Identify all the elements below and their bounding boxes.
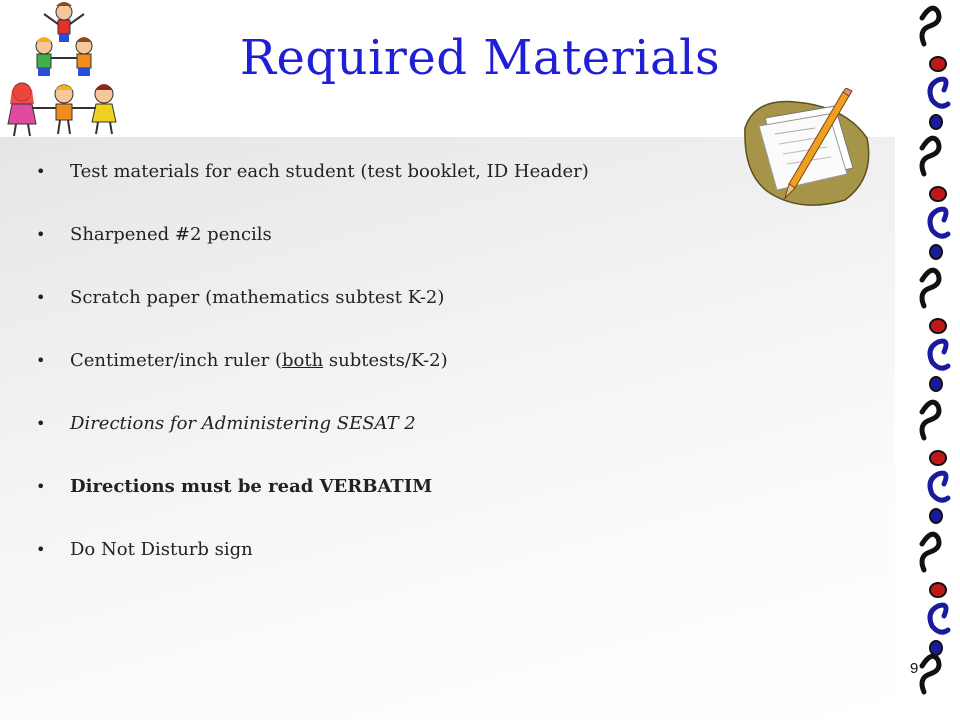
swirl-mark [930, 341, 948, 368]
bullet-dot: • [36, 225, 46, 244]
swirl-dot [930, 377, 942, 391]
swirl-dot [930, 583, 946, 597]
swirl-mark [922, 656, 939, 692]
list-item [36, 276, 589, 339]
list-item [36, 528, 589, 591]
swirl-dot [930, 641, 942, 655]
list-item-text [70, 350, 448, 371]
slide-title: Required Materials [239, 30, 721, 86]
swirl-mark [922, 8, 939, 44]
list-item [36, 465, 589, 528]
ruler-text-start: Centimeter/inch ruler ( [70, 350, 282, 371]
list-item-text: Sharpened #2 pencils [70, 224, 272, 245]
swirl-mark [922, 138, 939, 174]
list-item [36, 402, 589, 465]
list-item-text: Scratch paper (mathematics subtest K-2) [70, 287, 445, 308]
list-item [36, 339, 589, 402]
swirl-mark [930, 473, 948, 500]
page-number: 9 [910, 660, 919, 677]
swirl-dot [930, 319, 946, 333]
swirl-dot [930, 509, 942, 523]
list-item [36, 213, 589, 276]
swirl-dot [930, 451, 946, 465]
notepad-pencil-image [735, 88, 875, 208]
materials-list [36, 150, 589, 591]
swirl-mark [922, 402, 939, 438]
swirl-dot [930, 115, 942, 129]
bullet-dot: • [36, 477, 46, 496]
bullet-dot: • [36, 288, 46, 307]
bullet-dot: • [36, 351, 46, 370]
ruler-text-end: subtests/K-2) [323, 350, 448, 371]
swirl-mark [930, 605, 948, 632]
swirl-mark [922, 270, 939, 306]
swirl-mark [922, 534, 939, 570]
swirl-mark [930, 79, 948, 106]
underlined-word: both [281, 350, 324, 371]
list-item-text: Directions for Administering SESAT 2 [70, 413, 416, 434]
children-pyramid-image [0, 0, 130, 140]
list-item-text: Test materials for each student (test booklet, ID Header) [70, 161, 589, 182]
list-item-text: Directions must be read VERBATIM [70, 476, 433, 497]
list-item [36, 150, 589, 213]
bullet-dot: • [36, 540, 46, 559]
swirl-dot [930, 245, 942, 259]
swirl-border-image [908, 0, 960, 720]
bullet-dot: • [36, 414, 46, 433]
swirl-dot [930, 187, 946, 201]
swirl-dot [930, 57, 946, 71]
list-item-text: Do Not Disturb sign [70, 539, 253, 560]
swirl-mark [930, 209, 948, 236]
bullet-dot: • [36, 162, 46, 181]
